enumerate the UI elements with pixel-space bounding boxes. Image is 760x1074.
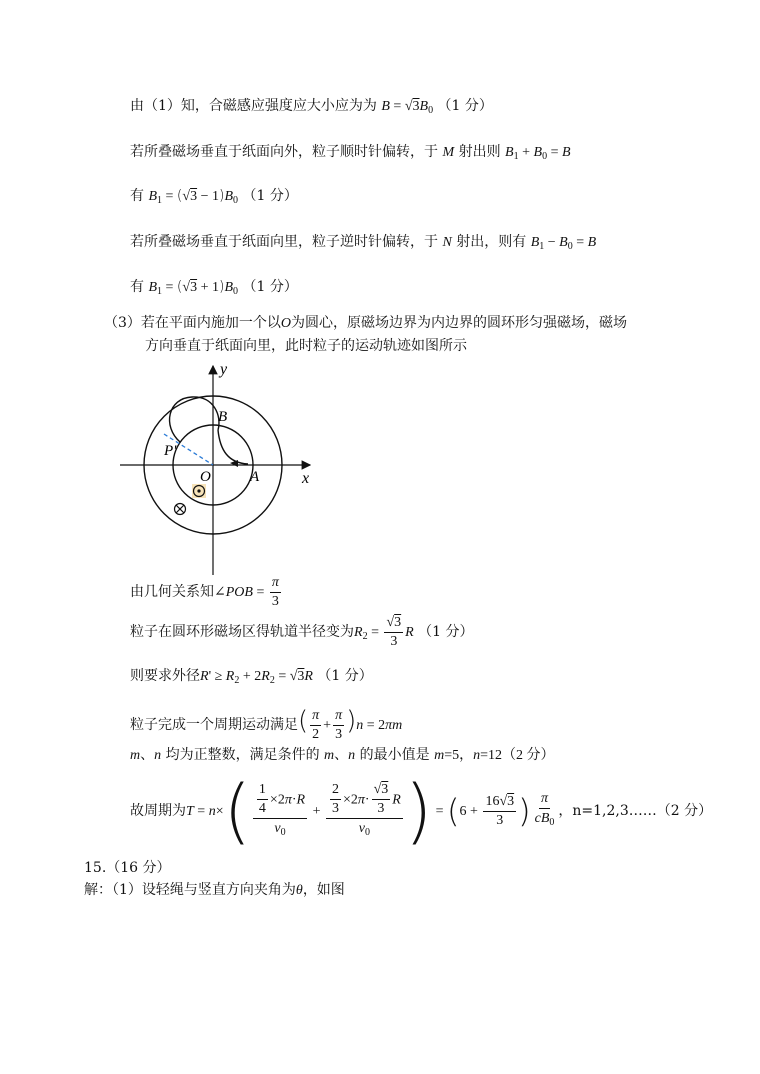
point-O: O [280,316,292,331]
trajectory-arc [218,430,248,464]
line-7 [145,336,467,356]
var-m-1: m [130,748,141,763]
label-B: B [218,409,228,425]
line-1-text: 由（1）知，合磁感应强度应大小应为为 [130,98,377,114]
label-x: x [302,470,310,487]
line-13: 故周期为T = n×( $\frac{1}{4}$ ×2π·R $v_0$ + $\frac{2}{3}$ ×2π· $\frac{√3}{3}$ R $v_0$ ) = (6 + $\frac{16√3}{3}$ ) $\frac{\pi}{cB_0}$ ，n=1,2,3……（2 分） [130,770,713,852]
line-9: 粒子在圆环形磁场区得轨道半径变为$R_2$ = $\frac{√3}{3}$ R （1 分） [130,614,474,649]
line-11: 粒子完成一个周期运动满足( $\frac{\pi}{2}$ + $\frac{\pi}{3}$ )n = 2πm [130,706,403,742]
formula-B: B [381,99,390,114]
line-10-score: （1 分） [317,668,373,684]
line-6 [104,313,627,334]
line-12 [130,745,555,766]
label-O: O [200,469,211,485]
point-N: N [442,235,452,250]
line-4: 若所叠磁场垂直于纸面向里，粒子逆时针偏转，于 N 射出，则有 $B_1 - B_0 = B$ [130,234,597,252]
trajectory-figure [110,360,330,580]
line-2-mid: 射出则 [458,144,501,160]
line-13-text: 故周期为 [130,803,186,819]
label-y: y [220,361,228,378]
line-8-text: 由几何关系知 [130,584,214,600]
line-15-suffix: ，如图 [302,882,345,898]
line-12-text-2: 的最小值是 [359,747,430,763]
line-10-text: 则要求外径 [130,668,200,684]
line-9-text: 粒子在圆环形磁场区得轨道半径变为 [130,624,354,640]
line-4-text: 若所叠磁场垂直于纸面向里，粒子逆时针偏转，于 [130,234,438,250]
line-1-score: （1 分） [437,98,493,114]
point-M: M [442,145,455,160]
question-15-heading [84,858,171,878]
line-5-text: 有 [130,279,144,295]
var-m-2: m [324,748,335,763]
question-15-label: 15.（16 分） [84,860,171,876]
line-5-score: （1 分） [242,279,298,295]
m-value: =5， [444,748,474,763]
sep-1: 、 [140,747,155,763]
line-15-text: 解：（1）设轻绳与竖直方向夹角为 [84,882,296,898]
line-2: 若所叠磁场垂直于纸面向外，粒子顺时针偏转，于 M 射出则 $B_1 + B_0 = B$ [130,144,571,162]
label-A: A [250,469,260,485]
dot-out-icon [192,484,206,498]
n-value: =12（2 分） [480,748,555,763]
line-3-text: 有 [130,188,144,204]
line-5: 有 $B_1 = (√3 + 1)B_0$ （1 分） [130,279,298,297]
trajectory-loop [170,397,219,442]
line-4-mid: 射出，则有 [456,234,527,250]
cross-in-icon [175,504,186,515]
line-1: 由（1）知，合磁感应强度应大小应为为 $B = √3B_0$ （1 分） [130,98,493,116]
sep-2: 、 [334,747,349,763]
line-2-text: 若所叠磁场垂直于纸面向外，粒子顺时针偏转，于 [130,144,438,160]
line-12-text: 均为正整数，满足条件的 [165,747,320,763]
var-theta: θ [295,883,303,898]
line-9-score: （1 分） [418,624,474,640]
line-11-text: 粒子完成一个周期运动满足 [130,717,298,733]
line-10: 则要求外径$R' \ge R_2 + 2R_2 = √3R$ （1 分） [130,668,373,686]
line-3-score: （1 分） [242,188,298,204]
line-3: 有 $B_1 = (√3 - 1)B_0$ （1 分） [130,188,298,206]
var-n-3: n [473,748,481,763]
var-n-1: n [154,748,162,763]
line-6-text-b: 为圆心，原磁场边界为内边界的圆环形匀强磁场，磁场 [291,315,628,331]
var-n-2: n [348,748,356,763]
line-13-suffix: ，n=1,2,3……（2 分） [558,803,713,819]
var-m-3: m [434,748,445,763]
line-8: 由几何关系知∠POB = $\frac{\pi}{3}$ [130,574,279,609]
label-P: P' [164,443,177,459]
line-7-text: 方向垂直于纸面向里，此时粒子的运动轨迹如图所示 [145,338,467,354]
line-15 [84,880,345,901]
line-6-text-a: （3）若在平面内施加一个以 [104,315,281,331]
